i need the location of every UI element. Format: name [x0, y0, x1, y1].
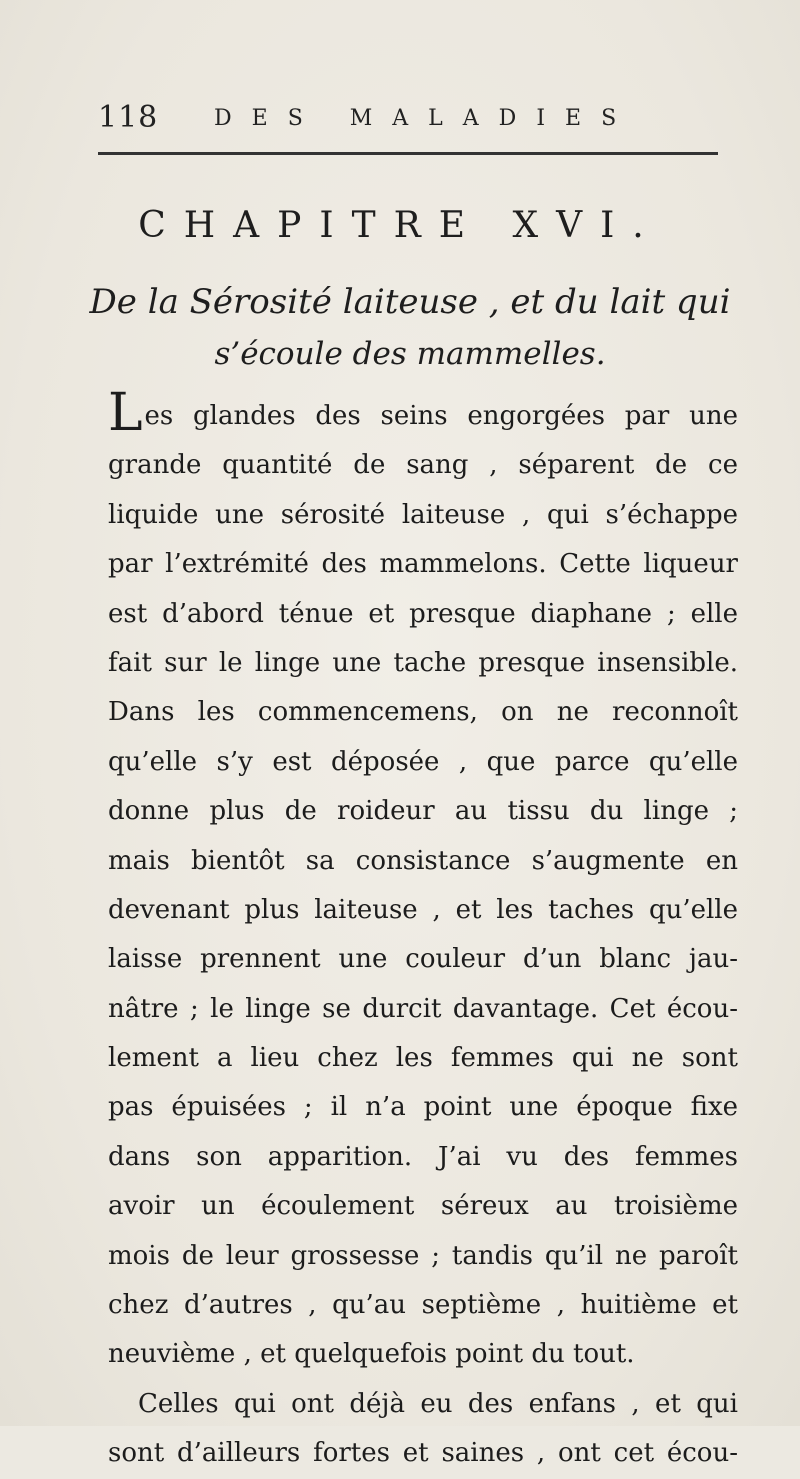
text-line-17: avoir un écoulement séreux au troisième	[108, 1191, 738, 1222]
text-line-10: mais bientôt sa consistance s’augmente en	[108, 845, 738, 876]
text-line-15: pas épuisées ; il n’a point une époque fixe	[108, 1092, 738, 1123]
text-line-11: devenant plus laiteuse , et les taches qu’elle	[108, 894, 738, 925]
running-title: DES MALADIES	[214, 106, 637, 131]
text-line-22: sont d’ailleurs fortes et saines , ont cet écou-	[108, 1438, 738, 1469]
text-line-12: laisse prennent une couleur d’un blanc jau-	[108, 944, 738, 975]
text-line-18: mois de leur grossesse ; tandis qu’il ne paroît	[108, 1240, 738, 1271]
chapter-subtitle-line-2: s’écoule des mammelles.	[214, 336, 606, 372]
text-line-5: est d’abord ténue et presque diaphane ; elle	[108, 598, 738, 629]
text-line-8: qu’elle s’y est déposée , que parce qu’elle	[108, 746, 738, 777]
text-line-1	[108, 383, 738, 443]
text-line-9: donne plus de roideur au tissu du linge ;	[108, 796, 738, 827]
text-line-13: nâtre ; le linge se durcit davantage. Cet écou-	[108, 993, 738, 1024]
drop-cap: L	[108, 383, 143, 443]
text-line-19: chez d’autres , qu’au septième , huitième et	[108, 1290, 738, 1321]
chapter-subtitle-line-1: De la Sérosité laiteuse , et du lait qui	[89, 282, 731, 322]
text-line-2: grande quantité de sang , séparent de ce	[108, 450, 738, 481]
text-line-7: Dans les commencemens, on ne reconnoît	[108, 697, 738, 728]
running-head	[98, 100, 718, 140]
body-text	[108, 383, 738, 1479]
text-line-16: dans son apparition. J’ai vu des femmes	[108, 1141, 738, 1172]
page-number: 118	[98, 100, 159, 135]
text-line-14: lement a lieu chez les femmes qui ne sont	[108, 1043, 738, 1074]
header-rule	[98, 152, 718, 155]
text-line-3: liquide une sérosité laiteuse , qui s’échappe	[108, 499, 738, 530]
text-line-6: fait sur le linge une tache presque insensible.	[108, 647, 738, 678]
text-line-1-rest: es glandes des seins engorgées par une	[144, 401, 738, 431]
text-line-4: par l’extrémité des mammelons. Cette liqueur	[108, 549, 738, 580]
text-line-21: Celles qui ont déjà eu des enfans , et qui	[138, 1388, 738, 1419]
chapter-title: CHAPITRE XVI.	[138, 205, 662, 246]
text-line-20: neuvième , et quelquefois point du tout.	[108, 1339, 635, 1370]
